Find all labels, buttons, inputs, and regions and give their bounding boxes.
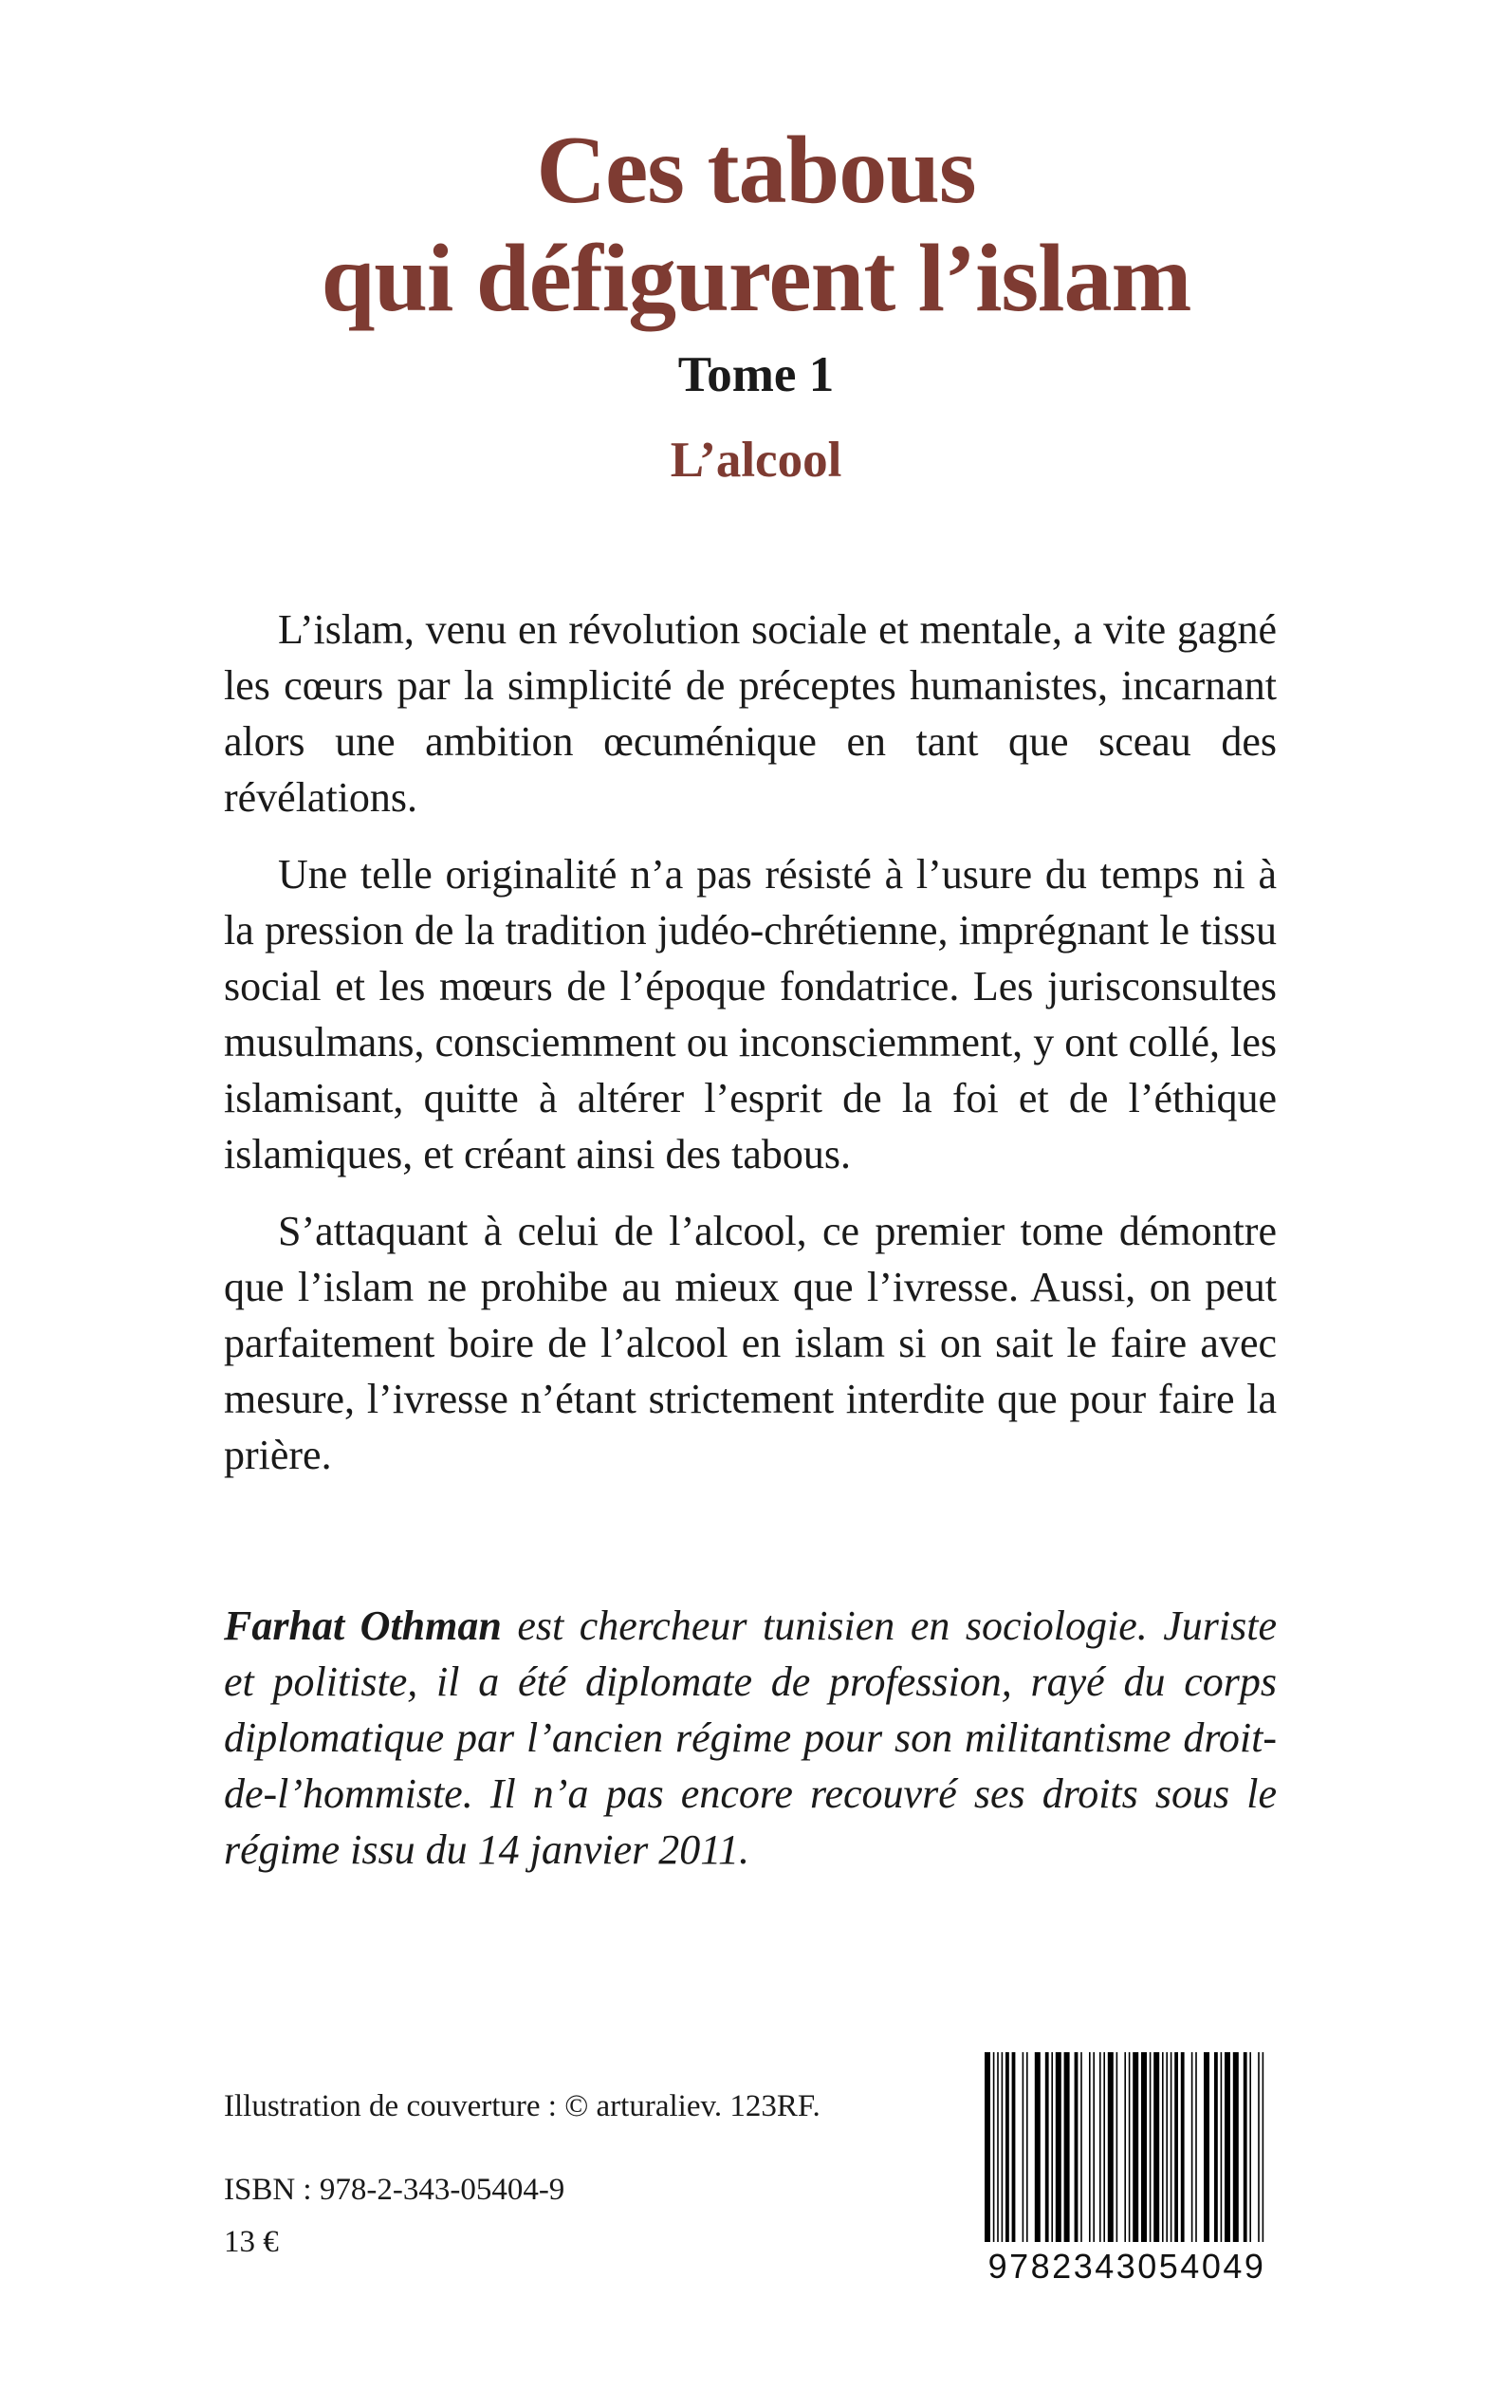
barcode-bar	[1035, 2052, 1041, 2242]
barcode-bar	[1244, 2052, 1247, 2242]
summary-paragraph: S’attaquant à celui de l’alcool, ce premier tome démontre que l’islam ne prohibe au mieux que l’ivresse. Aussi, on peut parfaitement boire de l’alcool en islam si on sait le faire avec mesure, l’ivresse n’étant strictement interdite que pour faire la prière.	[224, 1208, 1277, 1478]
barcode-bar	[1214, 2052, 1218, 2242]
barcode-bar	[1129, 2052, 1131, 2242]
barcode-bar	[1181, 2052, 1185, 2242]
barcode-bar	[1221, 2052, 1223, 2242]
barcode-bar	[1141, 2052, 1147, 2242]
summary	[224, 602, 1277, 1504]
barcode-bar	[1204, 2052, 1209, 2242]
barcode-bar	[1089, 2052, 1091, 2242]
cover-credit: Illustration de couverture : © arturaliev. 123RF.	[224, 2089, 821, 2123]
author-bio	[224, 1598, 1277, 1878]
author-name: Farhat Othman	[224, 1602, 502, 1649]
barcode-bar	[1103, 2052, 1105, 2242]
barcode-bar	[997, 2052, 999, 2242]
isbn: ISBN : 978-2-343-05404-9	[224, 2173, 565, 2207]
barcode-bar	[1258, 2052, 1260, 2242]
barcode-bars	[981, 2052, 1273, 2242]
summary-paragraph: Une telle originalité n’a pas résisté à l’usure du temps ni à la pression de la tradition judéo-chrétienne, imprégnant le tissu social et les mœurs de l’époque fondatrice. Les jurisconsultes musulmans, consciemment ou inconsciemment, y ont collé, les islamisant, quitte à altérer l’esprit de la foi et de l’éthique islamiques, et créant ainsi des tabous.	[224, 851, 1277, 1177]
price: 13 €	[224, 2225, 279, 2259]
barcode-bar	[1056, 2052, 1061, 2242]
summary-paragraph: L’islam, venu en révolution sociale et mentale, a vite gagné les cœurs par la simplicité de préceptes humanistes, incarnant alors une ambition œcuménique en tant que sceau des révélations.	[224, 606, 1277, 821]
barcode-bar	[1162, 2052, 1164, 2242]
barcode-bar	[1174, 2052, 1178, 2242]
author-bio-text: est chercheur tunisien en sociologie. Juriste et politiste, il a été diplomate de profession, rayé du corps diplomatique par l’ancien régime pour son militantisme droit-de-l’hommiste. Il n’a pas encore recouvré ses droits sous le régime issu du 14 janvier 2011.	[224, 1602, 1277, 1873]
barcode-bar	[1108, 2052, 1114, 2242]
volume-subtitle: L’alcool	[670, 433, 842, 488]
barcode-bar	[1153, 2052, 1159, 2242]
barcode-bar	[1124, 2052, 1126, 2242]
barcode-icon	[981, 2052, 1273, 2280]
barcode-bar	[1116, 2052, 1118, 2242]
barcode-bar	[1045, 2052, 1049, 2242]
barcode-bar	[1005, 2052, 1009, 2242]
barcode-bar	[985, 2052, 990, 2242]
barcode-bar	[1191, 2052, 1193, 2242]
barcode-bar	[1080, 2052, 1082, 2242]
barcode-bar	[1263, 2052, 1264, 2242]
barcode-bar	[1075, 2052, 1079, 2242]
book-title-line1: Ces tabous	[536, 117, 976, 224]
barcode-bar	[1171, 2052, 1172, 2242]
volume-label: Tome 1	[677, 347, 835, 402]
barcode-bar	[1099, 2052, 1101, 2242]
book-title-line2: qui défigurent l’islam	[321, 225, 1191, 332]
barcode-digits: 9782343054049	[987, 2247, 1266, 2286]
barcode-bar	[1023, 2052, 1024, 2242]
barcode-bar	[1233, 2052, 1239, 2242]
barcode-bar	[1064, 2052, 1070, 2242]
barcode-bar	[1133, 2052, 1138, 2242]
barcode-bar	[993, 2052, 995, 2242]
barcode-bar	[1093, 2052, 1095, 2242]
barcode-bar	[1051, 2052, 1053, 2242]
barcode-bar	[1195, 2052, 1197, 2242]
barcode-bar	[1026, 2052, 1028, 2242]
barcode-bar	[1150, 2052, 1152, 2242]
barcode-bar	[1012, 2052, 1016, 2242]
barcode-bar	[1225, 2052, 1230, 2242]
barcode-bar	[1002, 2052, 1004, 2242]
barcode-bar	[1166, 2052, 1168, 2242]
barcode-bar	[1249, 2052, 1251, 2242]
